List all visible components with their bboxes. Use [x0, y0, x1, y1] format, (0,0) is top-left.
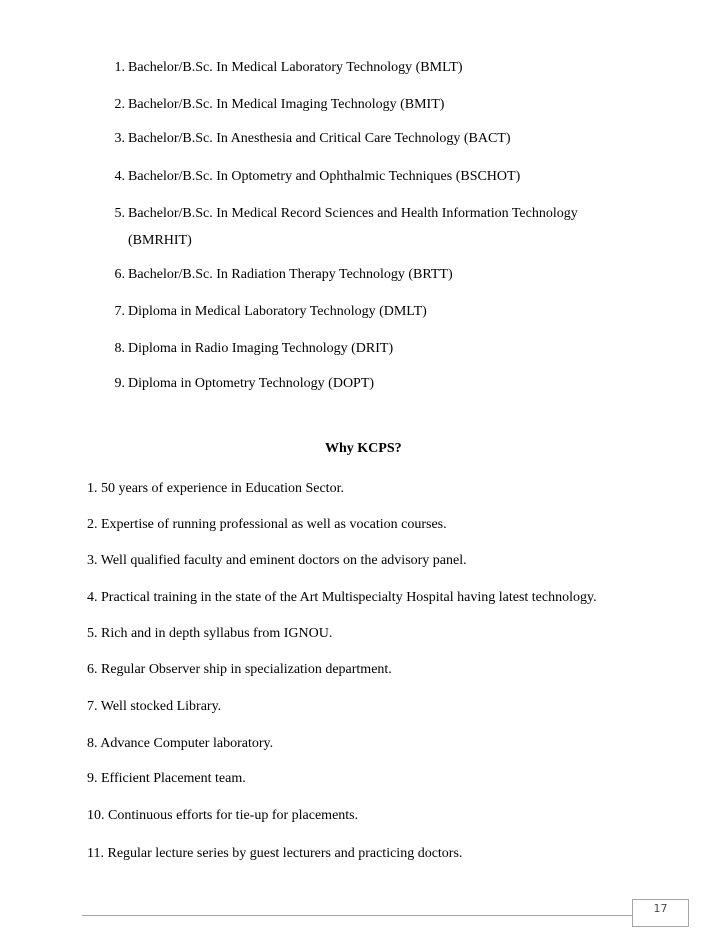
course-text: Bachelor/B.Sc. In Anesthesia and Critical Care Technology (BACT) [128, 131, 511, 146]
course-number: 8. [114, 341, 125, 356]
course-text: Diploma in Optometry Technology (DOPT) [128, 376, 375, 391]
course-text: Bachelor/B.Sc. In Medical Imaging Technology (BMIT) [128, 97, 445, 112]
reason-item: 9. Efficient Placement team. [87, 771, 246, 786]
course-number: 6. [114, 267, 125, 282]
course-number: 3. [114, 131, 125, 146]
page-number: 17 [653, 902, 668, 915]
course-text: Bachelor/B.Sc. In Medical Record Sciences and Health Information Technology (BMRHIT) [128, 206, 578, 248]
course-text: Bachelor/B.Sc. In Medical Laboratory Technology (BMLT) [128, 60, 463, 75]
heading-text: Why KCPS? [325, 441, 402, 456]
course-text: Diploma in Medical Laboratory Technology (DMLT) [128, 304, 427, 319]
reason-item: 1. 50 years of experience in Education Sector. [87, 481, 344, 496]
course-number: 1. [114, 60, 125, 75]
course-text: Bachelor/B.Sc. In Radiation Therapy Technology (BRTT) [128, 267, 453, 282]
reason-item: 5. Rich and in depth syllabus from IGNOU. [87, 626, 333, 641]
course-number: 5. [114, 206, 125, 221]
course-number: 4. [114, 169, 125, 184]
reason-item: 11. Regular lecture series by guest lecturers and practicing doctors. [87, 846, 463, 861]
reason-item: 7. Well stocked Library. [87, 699, 222, 714]
reason-item: 8. Advance Computer laboratory. [87, 736, 274, 751]
course-text: Bachelor/B.Sc. In Optometry and Ophthalmic Techniques (BSCHOT) [128, 169, 521, 184]
reason-item: 3. Well qualified faculty and eminent doctors on the advisory panel. [87, 553, 467, 568]
reason-item: 6. Regular Observer ship in specialization department. [87, 662, 392, 677]
course-number: 9. [114, 376, 125, 391]
course-number: 7. [114, 304, 125, 319]
reason-item: 2. Expertise of running professional as well as vocation courses. [87, 517, 447, 532]
footer-divider [82, 915, 632, 916]
course-number: 2. [114, 97, 125, 112]
reason-item: 10. Continuous efforts for tie-up for placements. [87, 808, 359, 823]
course-text: Diploma in Radio Imaging Technology (DRIT) [128, 341, 394, 356]
reason-item: 4. Practical training in the state of the Art Multispecialty Hospital having latest technology. [87, 590, 597, 605]
